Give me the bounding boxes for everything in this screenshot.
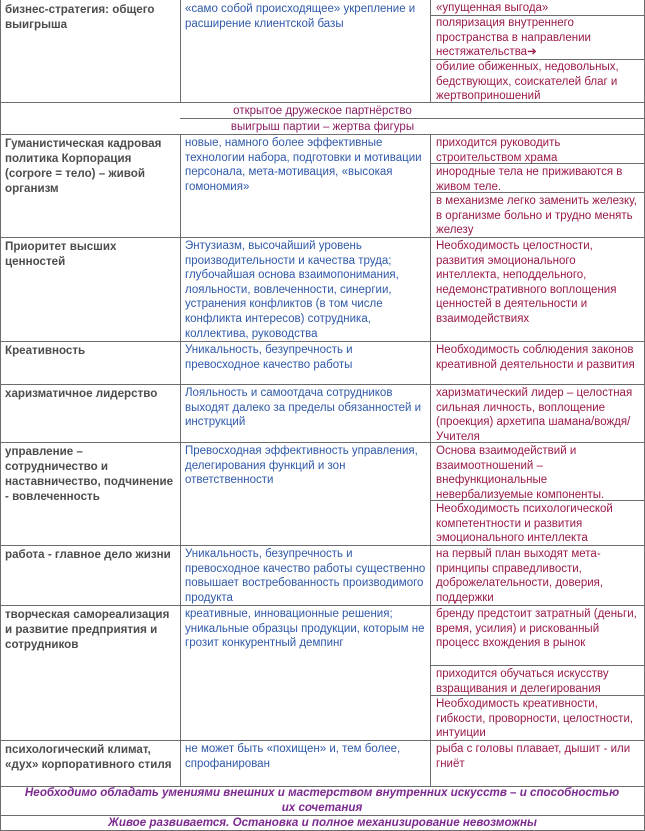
row-title: харизматичное лидерство: [5, 387, 158, 400]
row-benefit: Уникальность, безупречность и превосходное качество работы: [185, 344, 353, 371]
row-requirement: [436, 16, 640, 60]
row-title: управление – сотрудничество и наставничество, подчинение - вовлеченность: [5, 445, 174, 503]
row-divider: [0, 384, 645, 385]
full-width-note: выигрыш партии – жертва фигуры: [230, 121, 415, 133]
row-title: Гуманистическая кадровая политика Корпорация (corpore = тело) – живой организм: [5, 137, 162, 195]
footer-statement: Необходимо обладать умениями внешних и мастерством внутренних искусств – и способностью их сочетания: [24, 786, 620, 814]
row-requirement: приходится обучаться искусству взращивания и делегирования: [436, 668, 609, 695]
row-title: Приоритет высших ценностей: [5, 240, 117, 268]
row-title: Креативность: [5, 344, 86, 357]
row-requirement: бренду предстоит затратный (деньги, время, усилия) и рискованный процесс вхождения в рынок: [436, 608, 637, 650]
row-benefit: Превосходная эффективность управления, делегирования функций и зон ответственности: [185, 445, 418, 487]
row-requirement: рыба с головы плавает, дышит - или гниёт: [436, 743, 631, 770]
row-title: работа - главное дело жизни: [5, 548, 171, 561]
row-benefit: не может быть «похищен» и, тем более, спрофанирован: [185, 743, 401, 770]
row-benefit: Уникальность, безупречность и превосходное качество работы существенно повышает востребованность производимого продукта: [185, 548, 426, 604]
footer-statement: Живое развивается. Остановка и полное механизирование невозможны: [108, 816, 537, 829]
row-requirement: инородные тела не приживаются в живом теле.: [436, 166, 623, 193]
cell-divider: [430, 665, 645, 666]
row-requirement: «упущенная выгода»: [436, 2, 549, 14]
row-requirement: Необходимость целостности, развития эмоционального интеллекта, неподдельного, недемонстративного воплощения ценностей в деятельности и взаимодействиях: [436, 240, 617, 325]
row-benefit: Энтузиазм, высочайший уровень производительности и качества труда; глубочайшая основа взаимопонимания, лояльности, вовлеченности, синергии, устранения конфликтов (в том числе конфликта интересов) сотрудника, коллектива, руководства: [185, 240, 399, 340]
row-benefit: «само собой происходящее» укрепление и расширение клиентской базы: [185, 3, 416, 30]
row-benefit: Лояльность и самоотдача сотрудников выходят далеко за пределы обязанностей и инструкций: [185, 387, 422, 429]
row-requirement: приходится руководить строительством храма: [436, 137, 561, 164]
row-requirement: обилие обиженных, недовольных, бедствующих, соискателей благ и жертвоприношений: [436, 61, 619, 103]
row-requirement: харизматический лидер – целостная сильная личность, воплощение (проекция) архетипа шамана/вождя/Учителя: [436, 387, 633, 443]
full-width-note: открытое дружеское партнёрство: [233, 105, 412, 117]
requirement-text: поляризация внутреннего пространства в направлении нестяжательства: [436, 17, 591, 59]
row-requirement: Основа взаимодействий и взаимоотношений – внефункциональные невербализуемые компоненты.: [436, 445, 605, 501]
row-title: психологический климат, «дух» корпоративного стиля: [5, 743, 172, 771]
row-requirement: на первый план выходят мета-принципы справедливости, доброжелательности, доверия, поддержки: [436, 548, 604, 604]
column-divider: [430, 134, 431, 786]
row-requirement: Необходимость соблюдения законов креативной деятельности и развития: [436, 344, 635, 371]
row-requirement: Необходимость креативности, гибкости, проворности, целостности, интуиции: [436, 698, 634, 740]
row-title: творческая самореализация и развитие предприятия и сотрудников: [5, 608, 170, 651]
row-benefit: новые, намного более эффективные технологии набора, подготовки и мотивации персонала, мета-мотивация, «высокая гомономия»: [185, 137, 422, 193]
arrow-right-icon: ➔: [527, 46, 537, 59]
column-divider: [180, 0, 181, 102]
row-benefit: креативные, инновационные решения; уникальные образцы продукции, которым не грозит конкурентный демпинг: [185, 608, 425, 650]
row-requirement: Необходимость психологической компетентности и развития эмоционального интеллекта: [436, 503, 613, 545]
row-title: бизнес-стратегия: общего выигрыша: [5, 3, 155, 31]
column-divider: [180, 134, 181, 786]
row-requirement: в механизме легко заменить железку, в организме больно и трудно менять железу: [436, 195, 637, 237]
